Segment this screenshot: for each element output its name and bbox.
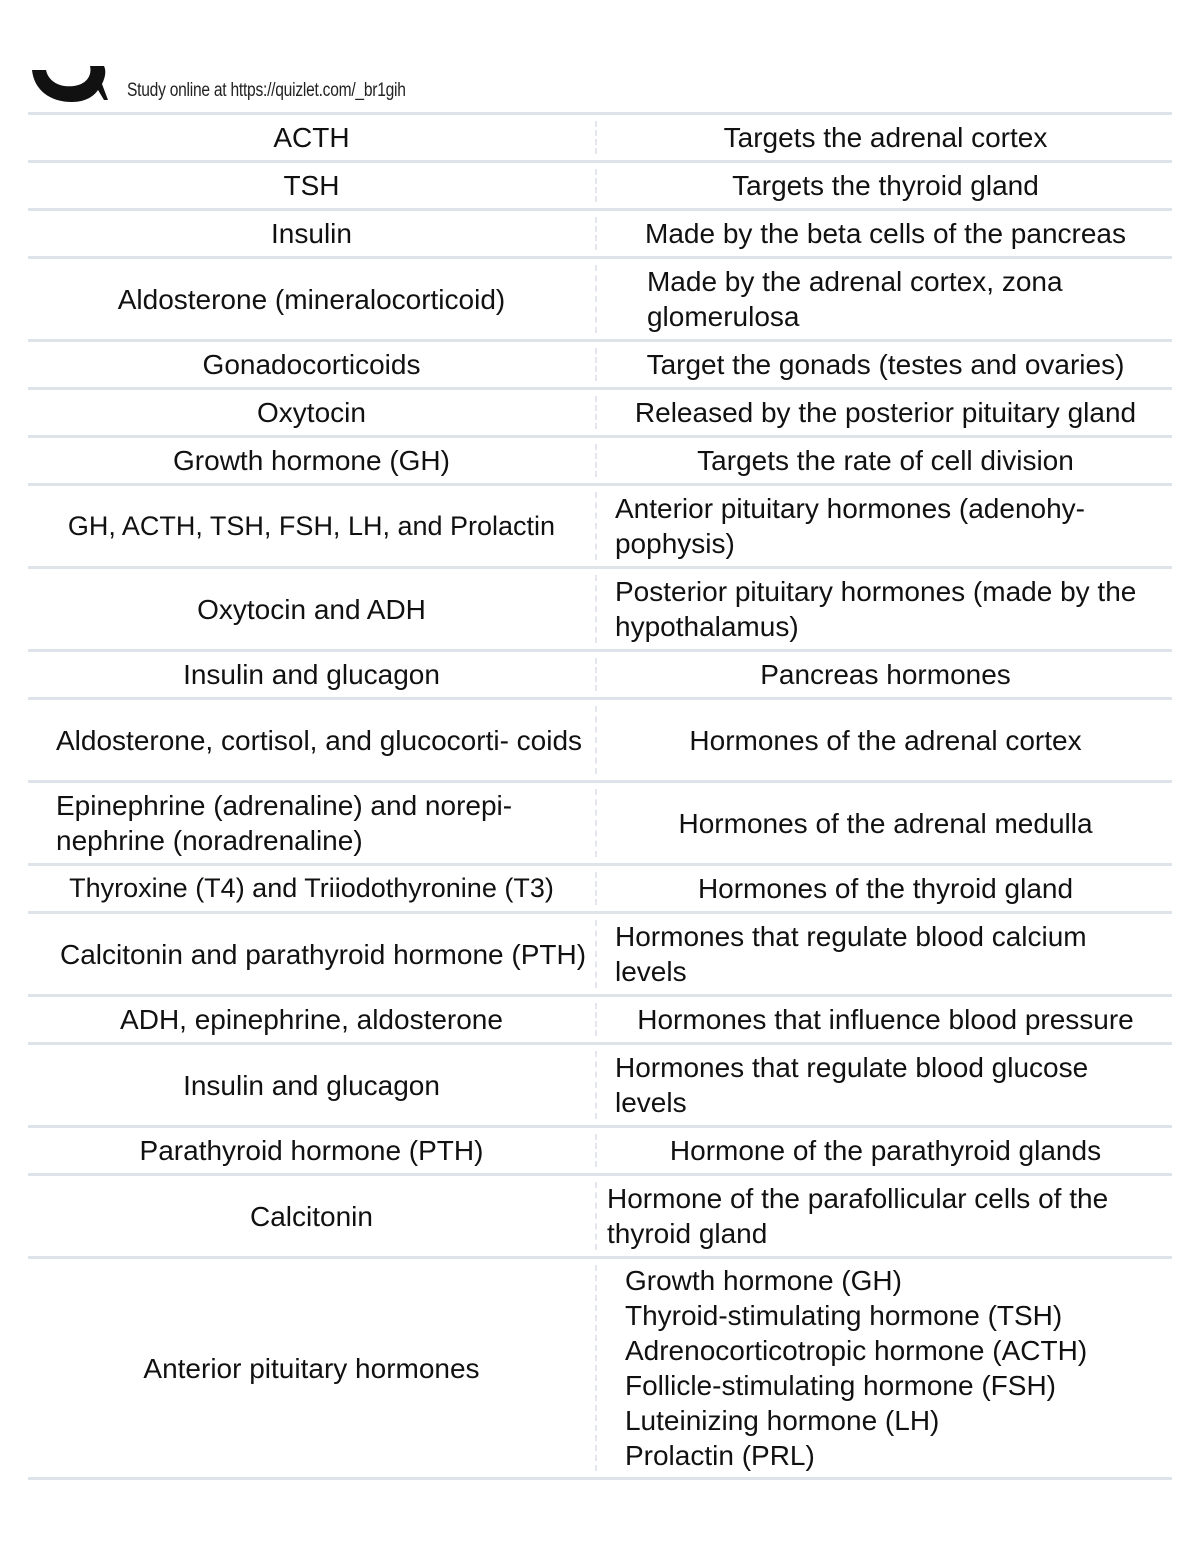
table-row: [28, 1259, 1172, 1480]
term-cell: Oxytocin and ADH: [197, 593, 426, 625]
definition-cell: Made by the adrenal cortex, zona glomerulosa: [646, 266, 1063, 332]
list-item: Prolactin (PRL): [624, 1440, 815, 1471]
page-header: [28, 62, 1172, 112]
definition-cell: Targets the adrenal cortex: [723, 122, 1048, 153]
term-cell: ACTH: [273, 122, 350, 153]
definition-cell: Hormones that regulate blood calcium levels: [615, 921, 1087, 987]
term-cell: TSH: [283, 170, 340, 201]
term-cell: Growth hormone (GH): [173, 445, 450, 476]
table-row: [28, 211, 1172, 259]
table-row: [28, 866, 1172, 914]
definition-cell: Hormone of the parafollicular cells of the thyroid gland: [607, 1183, 1109, 1249]
study-online-link[interactable]: Study online at https://quizlet.com/_br1gih: [127, 80, 406, 101]
definition-cell: Made by the beta cells of the pancreas: [645, 218, 1126, 249]
list-item: Thyroid-stimulating hormone (TSH): [624, 1300, 1063, 1331]
table-row: [28, 700, 1172, 783]
definition-cell: Posterior pituitary hormones (made by the hypothalamus): [615, 576, 1137, 642]
definition-cell: Pancreas hormones: [760, 659, 1011, 690]
definition-cell: Targets the rate of cell division: [697, 445, 1074, 476]
table-row: [28, 163, 1172, 211]
term-cell: GH, ACTH, TSH, FSH, LH, and Prolactin: [67, 510, 556, 541]
definition-cell: Targets the thyroid gland: [732, 170, 1039, 201]
term-cell: Parathyroid hormone (PTH): [139, 1135, 484, 1166]
table-row: [28, 342, 1172, 390]
term-cell: Oxytocin: [257, 397, 366, 428]
term-cell: Aldosterone, cortisol, and glucocorti- coids: [56, 724, 583, 756]
table-row: [28, 259, 1172, 342]
list-item: Luteinizing hormone (LH): [624, 1405, 940, 1436]
definition-cell: Hormones of the thyroid gland: [697, 873, 1074, 904]
definition-cell: [599, 1259, 1172, 1477]
table-row: [28, 1176, 1172, 1259]
table-row: [28, 569, 1172, 652]
table-row: [28, 783, 1172, 866]
term-cell: Insulin and glucagon: [183, 659, 440, 690]
definition-cell: Hormones that influence blood pressure: [637, 1004, 1134, 1035]
table-row: [28, 115, 1172, 163]
table-row: [28, 390, 1172, 438]
table-row: [28, 486, 1172, 569]
term-cell: Insulin and glucagon: [183, 1069, 440, 1101]
list-item: Adrenocorticotropic hormone (ACTH): [624, 1335, 1088, 1366]
definition-cell: Hormone of the parathyroid glands: [669, 1135, 1102, 1166]
term-cell: Gonadocorticoids: [202, 349, 421, 380]
term-cell: Aldosterone (mineralocorticoid): [117, 283, 506, 315]
term-cell: ADH, epinephrine, aldosterone: [120, 1004, 503, 1035]
table-row: [28, 997, 1172, 1045]
table-row: [28, 1128, 1172, 1176]
definition-cell: Anterior pituitary hormones (adenohy- pophysis): [614, 493, 1085, 559]
table-row: [28, 914, 1172, 997]
table-row: [28, 652, 1172, 700]
table-row: [28, 1045, 1172, 1128]
term-cell: Calcitonin: [250, 1200, 373, 1232]
quizlet-logo-icon: [28, 62, 110, 108]
list-item: Growth hormone (GH): [624, 1265, 902, 1296]
term-cell: Thyroxine (T4) and Triiodothyronine (T3): [69, 873, 554, 903]
term-cell: Insulin: [271, 218, 352, 249]
term-cell: Anterior pituitary hormones: [143, 1352, 480, 1384]
definition-cell: Hormones of the adrenal cortex: [689, 724, 1082, 756]
definition-cell: Target the gonads (testes and ovaries): [646, 349, 1125, 380]
table-row: [28, 438, 1172, 486]
definition-cell: Hormones of the adrenal medulla: [678, 807, 1093, 839]
flashcard-table: [28, 112, 1172, 1480]
definition-cell: Released by the posterior pituitary gland: [634, 397, 1137, 428]
definition-cell: Hormones that regulate blood glucose levels: [615, 1052, 1089, 1118]
term-cell: Calcitonin and parathyroid hormone (PTH): [60, 938, 587, 970]
list-item: Follicle-stimulating hormone (FSH): [624, 1370, 1056, 1401]
term-cell: Epinephrine (adrenaline) and norepi- nephrine (noradrenaline): [56, 790, 513, 856]
